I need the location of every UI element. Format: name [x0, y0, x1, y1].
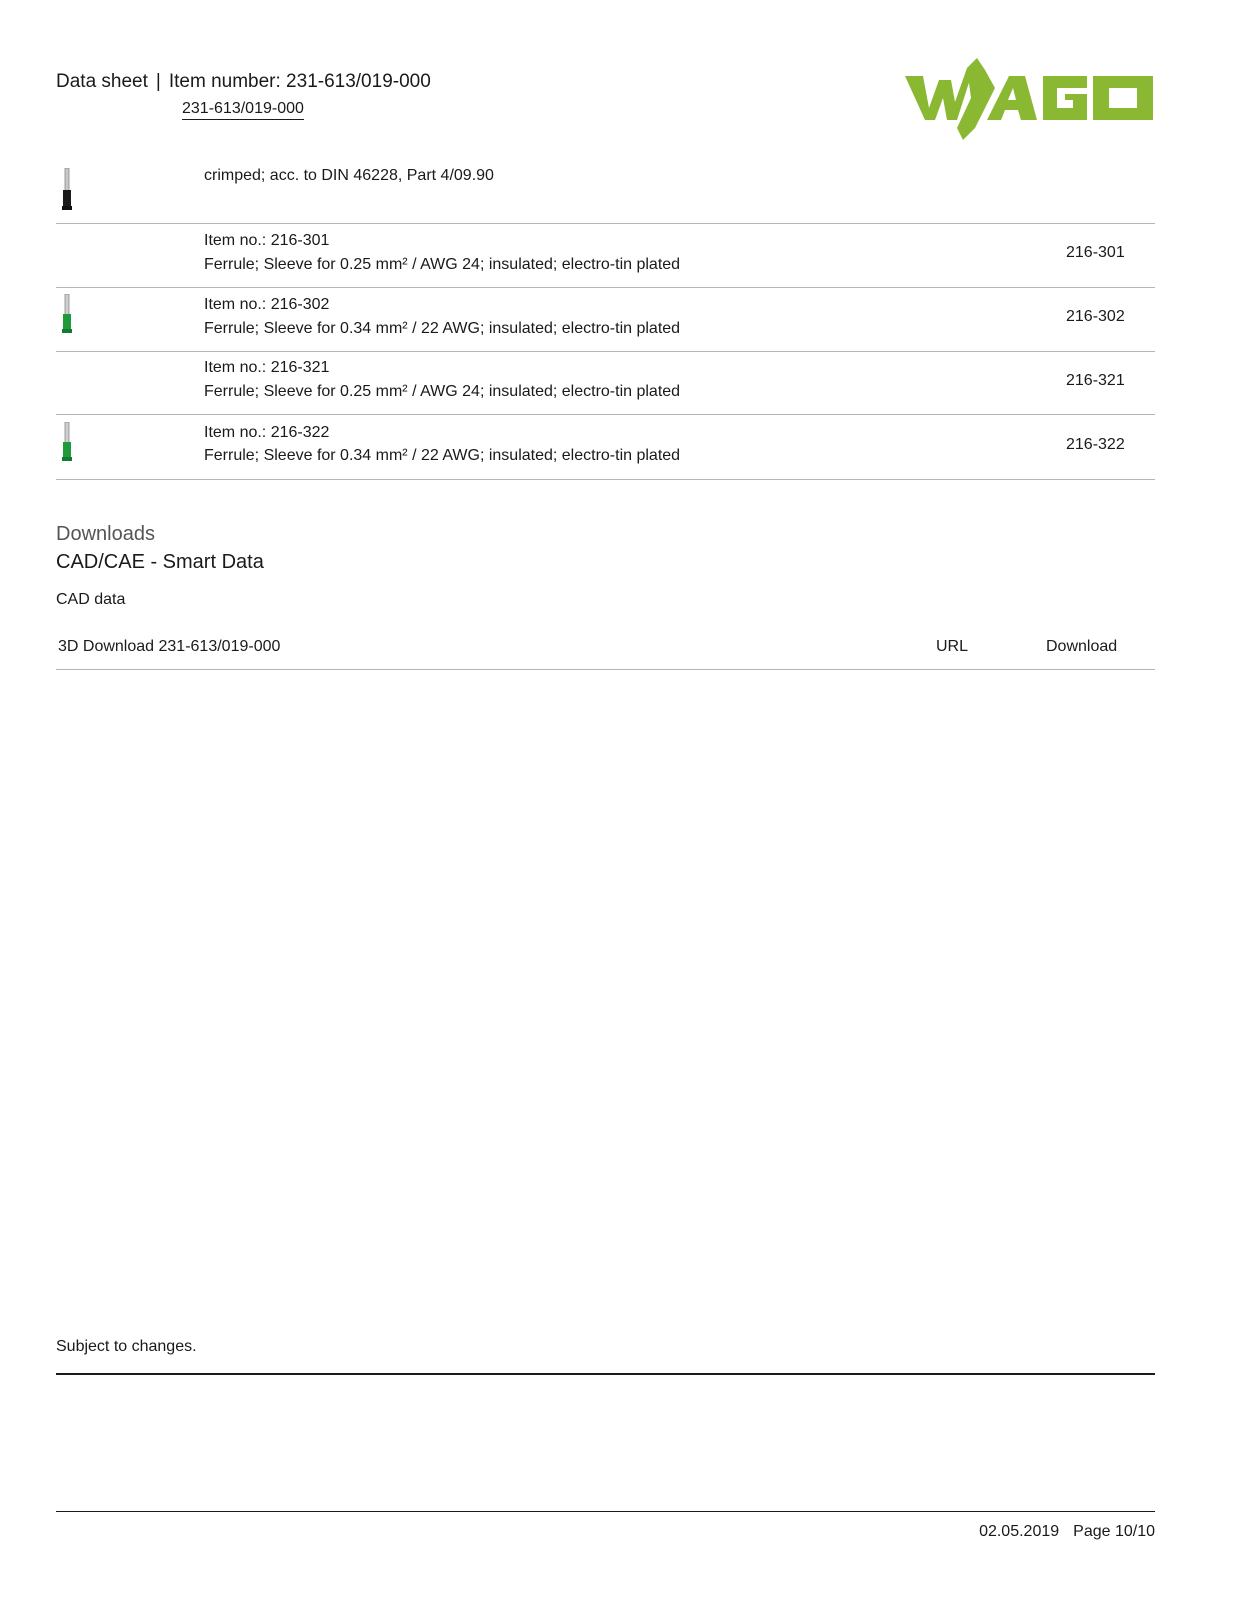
downloads-heading: Downloads	[56, 523, 155, 545]
item-number-link[interactable]: 231-613/019-000	[182, 100, 304, 120]
footer-divider	[56, 1373, 1155, 1375]
footer-page: Page 10/10	[1073, 1523, 1155, 1540]
ferrule-green-icon	[57, 294, 77, 340]
item-title: Item no.: 216-321	[204, 359, 330, 376]
item-description: Ferrule; Sleeve for 0.34 mm² / 22 AWG; insulated; electro-tin plated	[204, 447, 681, 464]
item-code: 216-301	[1066, 244, 1125, 261]
divider	[56, 351, 1155, 352]
item-code: 216-302	[1066, 308, 1125, 325]
divider	[56, 479, 1155, 480]
cad-data-label: CAD data	[56, 591, 126, 608]
divider	[56, 414, 1155, 415]
wago-logo	[905, 58, 1155, 140]
footer-date: 02.05.2019	[979, 1523, 1060, 1540]
footer-divider	[56, 1511, 1155, 1512]
item-description: Ferrule; Sleeve for 0.34 mm² / 22 AWG; insulated; electro-tin plated	[204, 320, 681, 337]
ferrule-black-icon	[57, 168, 77, 214]
item-description: Ferrule; Sleeve for 0.25 mm² / AWG 24; insulated; electro-tin plated	[204, 256, 681, 273]
item-description: Ferrule; Sleeve for 0.25 mm² / AWG 24; insulated; electro-tin plated	[204, 383, 681, 400]
divider	[56, 223, 1155, 224]
subject-to-changes-note: Subject to changes.	[56, 1338, 197, 1355]
download-type: URL	[936, 638, 969, 655]
title-separator: |	[155, 71, 161, 92]
divider	[56, 669, 1155, 670]
title-prefix: Data sheet	[56, 71, 148, 92]
divider	[56, 287, 1155, 288]
item-title: Item no.: 216-301	[204, 232, 330, 249]
title-item-number: Item number: 231-613/019-000	[168, 71, 431, 92]
downloads-subheading: CAD/CAE - Smart Data	[56, 551, 264, 573]
download-name: 3D Download 231-613/019-000	[58, 638, 281, 655]
page-title	[56, 71, 431, 93]
item-title: Item no.: 216-322	[204, 424, 330, 441]
ferrule-green-icon	[57, 422, 77, 468]
accessory-intro-text: crimped; acc. to DIN 46228, Part 4/09.90	[204, 167, 494, 184]
item-title: Item no.: 216-302	[204, 296, 330, 313]
footer-meta	[979, 1523, 1155, 1541]
download-link[interactable]: Download	[1046, 638, 1118, 655]
item-code: 216-322	[1066, 436, 1125, 453]
item-code: 216-321	[1066, 372, 1125, 389]
